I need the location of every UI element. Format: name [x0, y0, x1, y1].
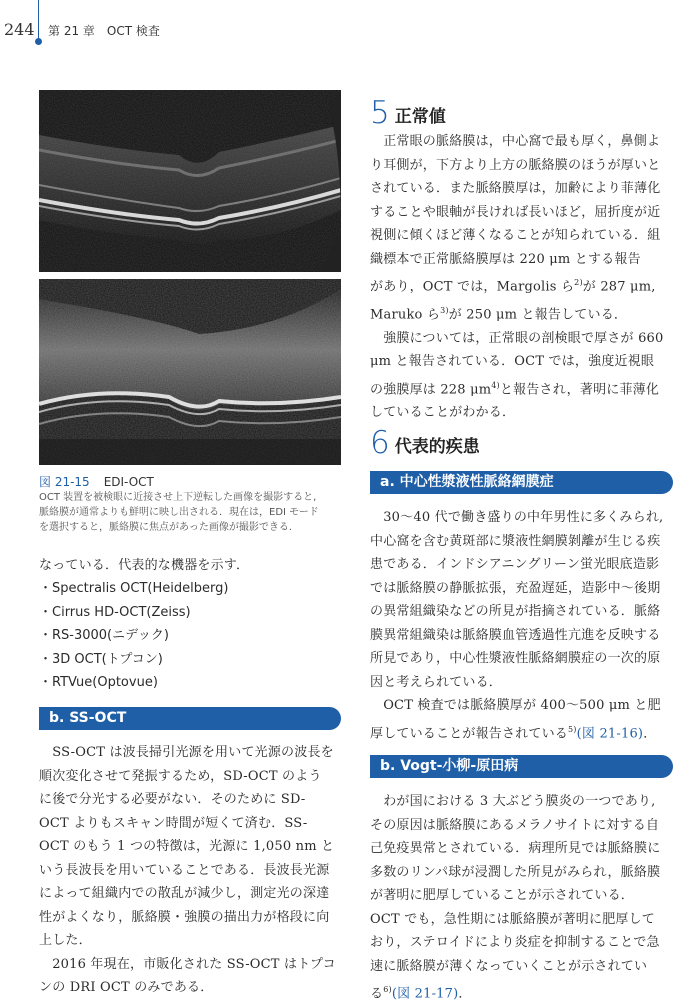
- ss-oct-paragraph: [39, 741, 344, 1000]
- figure-reference-link: (図 21-16): [576, 725, 644, 741]
- text-line: 速に脈絡膜が薄くなっていくことが示されてい: [370, 958, 648, 974]
- list-item: ・Spectralis OCT(Heidelberg): [39, 581, 229, 596]
- intro-text: なっている．代表的な機器を示す．: [39, 558, 250, 573]
- text-line: 因と考えられている．: [370, 674, 503, 690]
- text-line: の異常組織染などの所見が指摘されている．脈絡: [370, 604, 661, 619]
- text-line: Maruko ら$^{3)}$が 250 μm と報告している．: [370, 305, 628, 323]
- caption-line: OCT 装置を被検眼に近接させ上下逆転した画像を撮影すると,: [39, 492, 317, 503]
- text-line: することや眼軸が長ければ長いほど，屈折度が近: [370, 204, 661, 220]
- text-line: 厚していることが報告されている$^{5)}$(図 21-16)．: [370, 724, 657, 741]
- section-bar-vkh: b. Vogt-小柳-原田病: [370, 755, 673, 778]
- text-line: μm と報告されている．OCT では，強度近視眼: [370, 354, 655, 370]
- figure-label: 図 21-15: [39, 475, 90, 489]
- text-line: では脈絡膜の静脈拡張，充盈遅延，造影中〜後期: [370, 580, 661, 596]
- list-item: ・RTVue(Optovue): [39, 675, 158, 691]
- text-line: ンの DRI OCT のみである．: [39, 980, 214, 995]
- text-line: 順次変化させて発振するため，SD-OCT のよう: [39, 768, 322, 784]
- text-line: OCT でも，急性期には脈絡膜が著明に肥厚して: [370, 911, 656, 927]
- figure-caption-title: [39, 473, 154, 490]
- list-item: ・3D OCT(トプコン): [39, 651, 163, 667]
- reference-marker: 4): [491, 380, 500, 390]
- text-line: 所見であり，中心性漿液性脈絡網膜症の一次的原: [370, 651, 661, 666]
- list-item: ・Cirrus HD-OCT(Zeiss): [39, 604, 191, 620]
- figure-reference-link: (図 21-17): [391, 986, 459, 1002]
- text-line: り耳側が，下方より上方の脈絡膜のほうが厚いと: [370, 157, 661, 173]
- section-6-heading: [370, 425, 480, 461]
- caption-line: 脈絡膜が通常よりも鮮明に映し出される．現在は，EDI モード: [39, 507, 319, 518]
- normal-values-paragraph: [370, 130, 675, 425]
- text-line: 性がよくなり，脈絡膜・強膜の描出力が格段に向: [39, 909, 330, 925]
- header-dot: [35, 38, 42, 45]
- oct-image-top: [39, 90, 341, 272]
- text-line: 織標本で正常脈絡膜厚は 220 μm とする報告: [370, 251, 641, 267]
- section-5-heading: [370, 95, 446, 131]
- vkh-paragraph: [370, 790, 675, 1006]
- text-line: されている．また脈絡膜厚は，加齢により菲薄化: [370, 181, 661, 196]
- section-bar-csc: a. 中心性漿液性脈絡網膜症: [370, 471, 673, 494]
- text-line: が著明に肥厚していることが示されている．: [370, 888, 635, 903]
- text-line: OCT よりもスキャン時間が短くて済む．SS-: [39, 815, 308, 831]
- oct-image-bottom: [39, 279, 341, 465]
- text-line: OCT 検査では脈絡膜厚が 400〜500 μm と肥: [370, 698, 661, 713]
- page-number: 244: [4, 20, 35, 39]
- list-item: ・RS-3000(ニデック): [39, 628, 169, 644]
- text-line: 上した．: [39, 933, 92, 948]
- text-line: に後で分光する必要がない．そのために SD-: [39, 792, 306, 807]
- section-bar-ss-oct: b. SS-OCT: [39, 707, 341, 730]
- text-line: 己免疫異常とされている．病理所見では脈絡膜に: [370, 841, 661, 856]
- text-line: 強膜については，正常眼の剖検眼で厚さが 660: [370, 330, 664, 346]
- text-line: 30〜40 代で働き盛りの中年男性に多くみられ,: [370, 510, 664, 525]
- chapter-title: 第 21 章 OCT 検査: [48, 24, 160, 38]
- text-line: 患である．インドシアニングリーン蛍光眼底造影: [370, 557, 660, 572]
- text-line: 多数のリンパ球が浸潤した所見がみられ，脈絡膜: [370, 864, 661, 880]
- text-line: OCT のもう 1 つの特徴は，光源に 1,050 nm と: [39, 839, 335, 854]
- section-number: 6: [370, 425, 390, 461]
- text-line: 中心窩を含む黄斑部に漿液性網膜剝離が生じる疾: [370, 533, 661, 549]
- section-title: 代表的疾患: [394, 437, 480, 457]
- text-line: によって組織内での散乱が減少し，測定光の深達: [39, 886, 330, 901]
- text-line: いう長波長を用いていることである．長波長光源: [39, 862, 330, 878]
- reference-marker: 5): [568, 724, 577, 734]
- text-line: その原因は脈絡膜にあるメラノサイトに対する自: [370, 817, 660, 833]
- text-line: 膜異常組織染は脈絡膜血管透過性亢進を反映する: [370, 627, 661, 643]
- section-title: 正常値: [394, 107, 446, 127]
- header-rule: [38, 0, 39, 42]
- figure-title: EDI-OCT: [103, 475, 154, 489]
- text-line: 視側に傾くほど薄くなることが知られている．組: [370, 228, 661, 243]
- text-line: していることがわかる．: [370, 405, 516, 421]
- text-line: の強膜厚は 228 $\mu m^{4)}$と報告され，著明に菲薄化: [370, 380, 660, 397]
- text-line: 2016 年現在，市販化された SS-OCT はトプコ: [39, 956, 336, 972]
- caption-line: を選択すると，脈絡膜に焦点があった画像が撮影できる．: [39, 522, 299, 533]
- device-list: [39, 577, 228, 695]
- text-line: SS-OCT は波長掃引光源を用いて光源の波長を: [39, 745, 334, 760]
- text-line: があり，OCT では，Margolis ら$^{2)}$が 287 μm,: [370, 278, 656, 295]
- csc-paragraph: [370, 506, 675, 745]
- figure-caption: [39, 490, 345, 535]
- text-line: おり，ステロイドにより炎症を抑制することで急: [370, 935, 660, 950]
- text-line: わが国における 3 大ぶどう膜炎の一つであり,: [370, 794, 656, 809]
- reference-marker: 3): [440, 305, 449, 315]
- text-line: 正常眼の脈絡膜は，中心窩で最も厚く，鼻側よ: [370, 134, 661, 149]
- section-number: 5: [370, 95, 390, 131]
- reference-marker: 6): [383, 985, 392, 994]
- reference-marker: 2): [574, 278, 583, 287]
- text-line: る$^{6)}$(図 21-17)．: [370, 985, 472, 1002]
